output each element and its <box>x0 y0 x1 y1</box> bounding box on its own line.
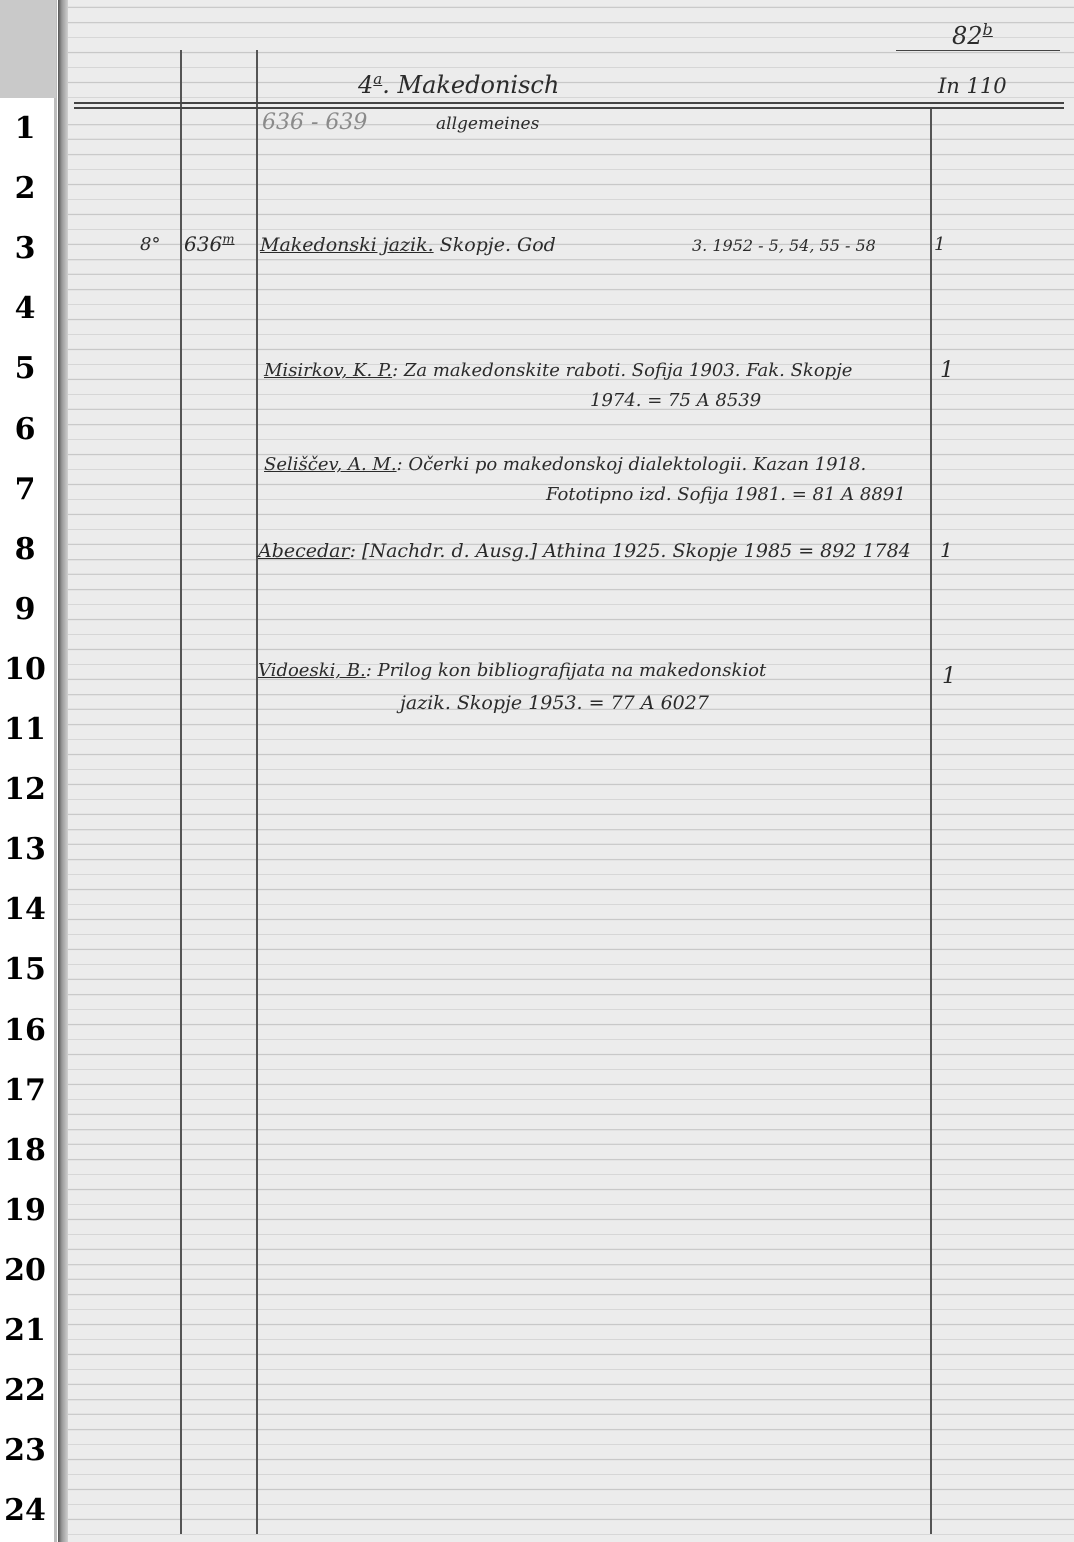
line-number: 4 <box>14 291 36 327</box>
entry-misirkov-line2: 1974. = 75 A 8539 <box>590 390 762 411</box>
header-rule-upper <box>74 102 1064 104</box>
entry-author: Misirkov, K. P. <box>264 360 393 381</box>
range-numbers: 636 - 639 <box>262 110 368 135</box>
entry-format: 8° <box>140 234 161 255</box>
entry-title: Makedonski jazik. Skopje. God <box>260 234 556 256</box>
line-number: 15 <box>4 952 46 988</box>
page-number-rule <box>896 50 1060 51</box>
header-rule-lower <box>74 107 1064 109</box>
line-number: 13 <box>4 832 46 868</box>
line-number: 14 <box>4 892 46 928</box>
line-number: 20 <box>4 1252 46 1288</box>
entry-author: Seliščev, A. M. <box>264 454 397 475</box>
entry-count: 1 <box>940 538 953 562</box>
entry-place: Skopje. God <box>439 234 556 256</box>
line-number: 19 <box>4 1192 46 1228</box>
inventory-label: In 110 <box>938 74 1007 98</box>
column-rule-signature <box>256 50 258 1534</box>
line-number: 11 <box>4 712 46 747</box>
line-number: 23 <box>4 1433 46 1469</box>
entry-seliscev: Seliščev, A. M.: Očerki po makedonskoj dialektologii. Kazan 1918. <box>264 454 867 475</box>
column-rule-format <box>180 50 182 1534</box>
entry-holdings: 3. 1952 - 5, 54, 55 - 58 <box>692 236 876 255</box>
line-number: 1 <box>14 111 36 146</box>
entry-misirkov: Misirkov, K. P.: Za makedonskite raboti. Sofija 1903. Fak. Skopje <box>264 360 853 381</box>
page-suffix: b <box>982 20 993 39</box>
line-number: 8 <box>14 531 36 567</box>
section-title-text: Makedonisch <box>397 71 560 99</box>
entry-signature: 636$^m$ <box>184 232 235 256</box>
line-number: 18 <box>4 1132 46 1168</box>
line-number: 17 <box>4 1072 46 1108</box>
gutter-header-block <box>0 0 56 98</box>
entry-vidoeski: Vidoeski, B.: Prilog kon bibliografijata na makedonskiot <box>258 660 767 681</box>
line-number: 9 <box>14 591 36 627</box>
section-title: 4$^a$. Makedonisch <box>358 70 560 99</box>
page-binding-edge <box>58 0 68 1542</box>
line-number: 24 <box>4 1493 46 1529</box>
entry-seliscev-line2: Fototipno izd. Sofija 1981. = 81 A 8891 <box>546 484 906 505</box>
entry-signature-sup: m <box>222 232 235 248</box>
entry-count: 1 <box>940 358 954 383</box>
line-number: 3 <box>14 231 36 267</box>
line-number: 2 <box>14 171 36 207</box>
line-number: 12 <box>4 772 46 808</box>
line-number: 10 <box>4 651 46 687</box>
entry-author: Abecedar <box>258 540 350 562</box>
entry-count: 1 <box>934 234 946 255</box>
column-rule-count <box>930 108 932 1534</box>
range-label: allgemeines <box>436 114 540 134</box>
entry-vidoeski-line2: jazik. Skopje 1953. = 77 A 6027 <box>400 692 709 714</box>
entry-abecedar: Abecedar: [Nachdr. d. Ausg.] Athina 1925. Skopje 1985 = 892 1784 <box>258 540 911 562</box>
page-number: 82$^b$ <box>952 20 993 50</box>
line-number: 6 <box>14 411 36 447</box>
line-number: 21 <box>4 1313 46 1348</box>
line-number: 5 <box>14 351 36 387</box>
line-number: 16 <box>4 1012 46 1048</box>
entry-author: Vidoeski, B. <box>258 660 366 681</box>
line-number: 22 <box>4 1373 46 1409</box>
section-title-sup: a <box>373 70 383 88</box>
line-number: 7 <box>14 471 36 507</box>
entry-count: 1 <box>942 664 956 689</box>
